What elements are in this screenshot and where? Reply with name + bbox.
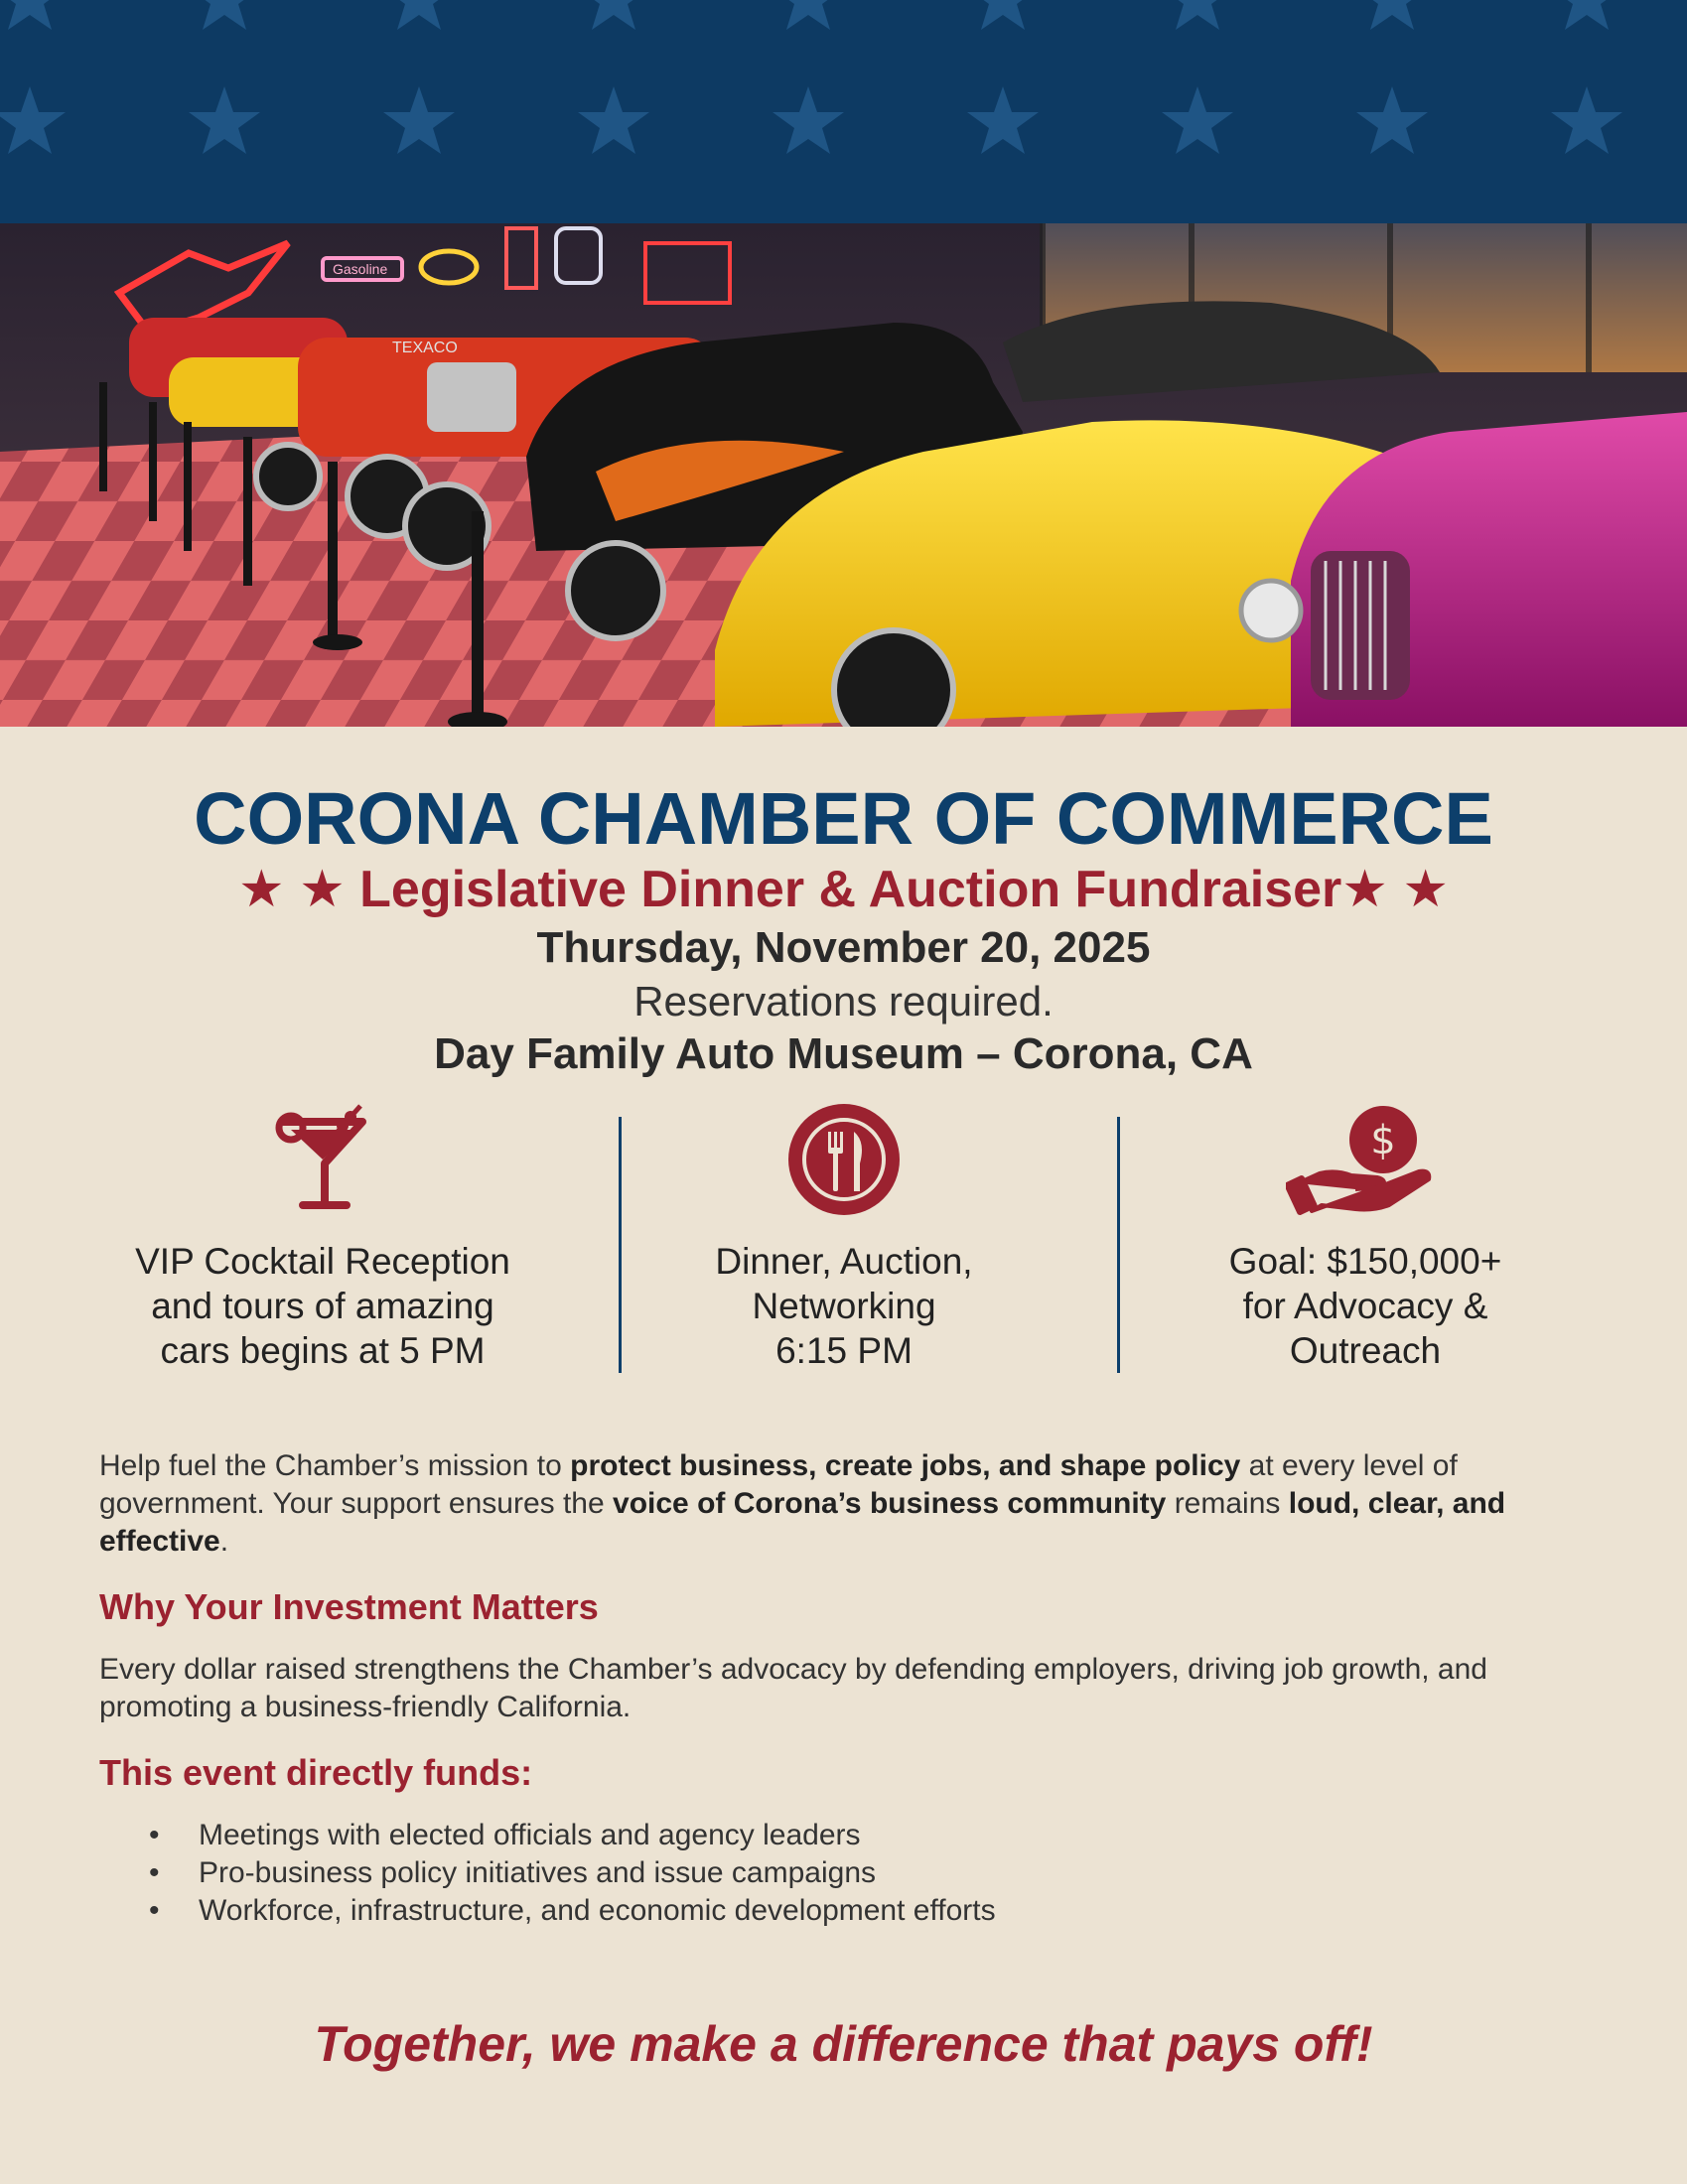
page-title: CORONA CHAMBER OF COMMERCE: [194, 777, 1493, 860]
event-date: Thursday, November 20, 2025: [536, 923, 1151, 972]
banner-star: [967, 86, 1039, 154]
reservations-note: Reservations required.: [633, 978, 1054, 1024]
star-banner: [0, 0, 1687, 223]
list-item: • Meetings with elected officials and agency leaders: [99, 1817, 1489, 1854]
funds-list: [99, 1817, 1489, 1930]
feature-divider: [1117, 1117, 1120, 1373]
feature-divider: [619, 1117, 622, 1373]
banner-star: [1162, 0, 1233, 30]
svg-text:$: $: [1370, 1118, 1396, 1163]
banner-star: [189, 86, 260, 154]
feature-text: VIP Cocktail Reception and tours of amazing cars begins at 5 PM: [135, 1241, 510, 1371]
stars-left: ★ ★: [238, 861, 346, 918]
list-item: • Workforce, infrastructure, and economic development efforts: [99, 1892, 1489, 1930]
banner-star: [967, 0, 1039, 30]
intro-paragraph: Help fuel the Chamber’s mission to protect business, create jobs, and shape policy at every level of government. Your support ensures the voice of Corona’s business community remains loud, clear, and effective.: [99, 1449, 1506, 1558]
banner-star: [0, 0, 66, 30]
event-features: [0, 1102, 1687, 1380]
banner-star: [383, 0, 455, 30]
funds-heading: This event directly funds:: [99, 1752, 533, 1793]
why-paragraph: Every dollar raised strengthens the Chamber’s advocacy by defending employers, driving job growth, and promoting a business-friendly California.: [99, 1653, 1487, 1723]
feature-goal: [1127, 1102, 1604, 1373]
banner-star: [383, 86, 455, 154]
banner-star: [1356, 86, 1428, 154]
banner-star: [578, 0, 649, 30]
texaco-sign: TEXACO: [392, 340, 458, 356]
cocktail-icon: [84, 1102, 561, 1221]
why-heading: Why Your Investment Matters: [99, 1586, 599, 1627]
banner-star: [773, 0, 844, 30]
hand-money-icon: [1127, 1102, 1604, 1221]
event-subtitle: [0, 860, 1687, 919]
banner-star: [1551, 86, 1622, 154]
gasoline-sign: Gasoline: [333, 261, 388, 277]
event-venue: Day Family Auto Museum – Corona, CA: [434, 1029, 1253, 1078]
banner-star: [1551, 0, 1622, 30]
dinner-plate-icon: [606, 1102, 1082, 1221]
feature-dinner: [606, 1102, 1082, 1373]
banner-star: [578, 86, 649, 154]
banner-star: [1162, 86, 1233, 154]
feature-text: Goal: $150,000+ for Advocacy & Outreach: [1228, 1241, 1502, 1371]
hero-car-museum-photo: [0, 223, 1687, 727]
stars-right: ★ ★: [1341, 861, 1449, 918]
list-item: • Pro-business policy initiatives and issue campaigns: [99, 1854, 1489, 1892]
feature-cocktail: [84, 1102, 561, 1373]
banner-star: [189, 0, 260, 30]
star-pattern: [0, 0, 1687, 223]
closing-tagline: Together, we make a difference that pays off!: [314, 2016, 1373, 2072]
feature-text: Dinner, Auction, Networking 6:15 PM: [715, 1241, 973, 1371]
event-name: Legislative Dinner & Auction Fundraiser: [359, 861, 1342, 918]
banner-star: [1356, 0, 1428, 30]
banner-star: [773, 86, 844, 154]
banner-star: [0, 86, 66, 154]
